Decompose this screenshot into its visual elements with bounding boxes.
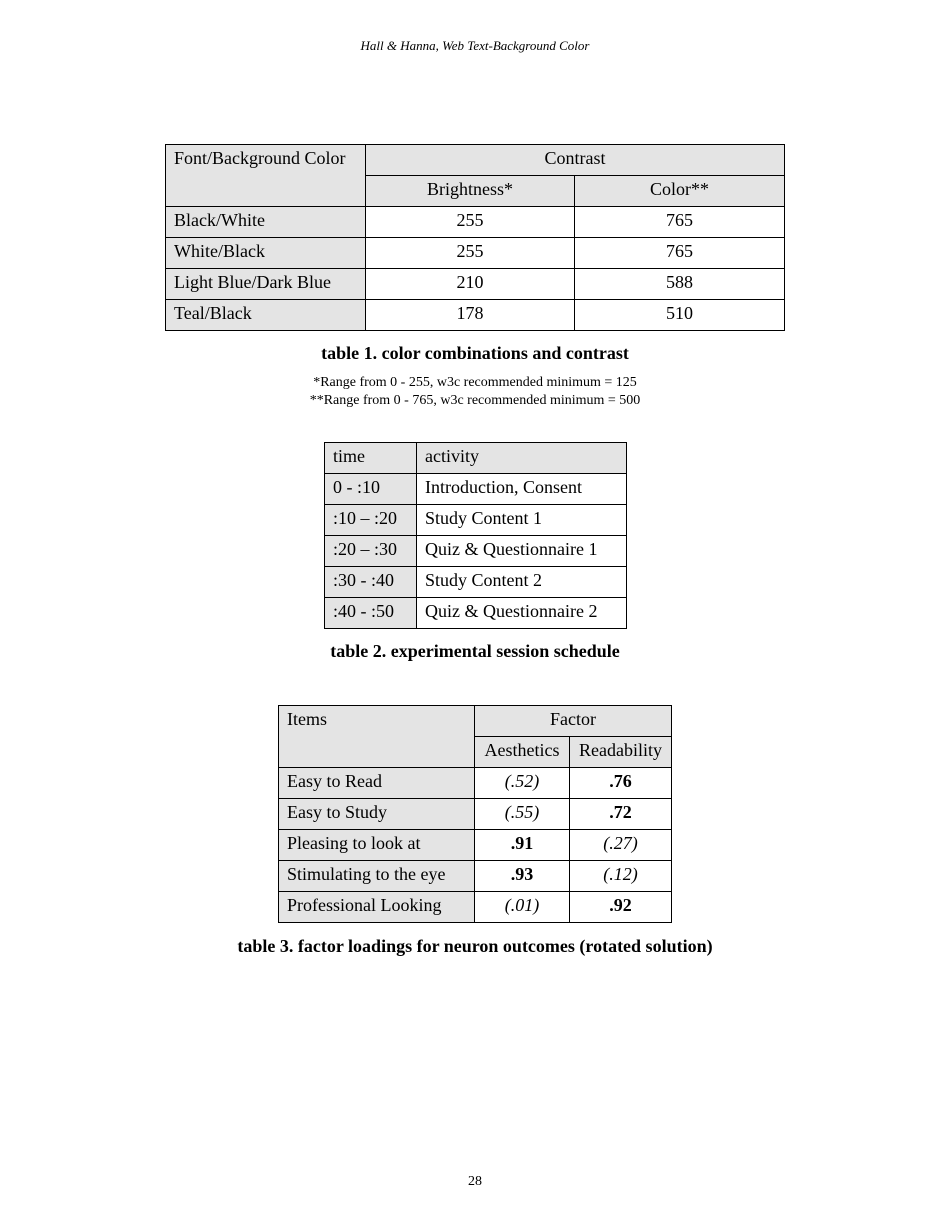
- table-row: [325, 505, 627, 536]
- table2-activity-cell: Study Content 1: [417, 505, 627, 536]
- table3-readability-cell: (.27): [570, 830, 672, 861]
- table-row: [279, 861, 672, 892]
- table3-item-cell: Easy to Read: [279, 768, 475, 799]
- table1-header-col: Font/Background Color: [166, 145, 366, 207]
- table-row: [325, 567, 627, 598]
- table-row: [279, 892, 672, 923]
- table2-header-time: time: [325, 443, 417, 474]
- table2-activity-cell: Quiz & Questionnaire 2: [417, 598, 627, 629]
- table3-group-header: Factor: [475, 706, 672, 737]
- table-row: [166, 207, 785, 238]
- table3-aesthetics-cell: .93: [475, 861, 570, 892]
- table-row: [166, 300, 785, 331]
- table1-brightness-cell: 255: [366, 207, 575, 238]
- table2-time-cell: :20 – :30: [325, 536, 417, 567]
- table3-readability-cell: .92: [570, 892, 672, 923]
- table1-subheader-color: Color**: [575, 176, 785, 207]
- table3-aesthetics-cell: (.55): [475, 799, 570, 830]
- table1-brightness-cell: 210: [366, 269, 575, 300]
- table3-subheader-aesthetics: Aesthetics: [475, 737, 570, 768]
- table1-note-color: **Range from 0 - 765, w3c recommended minimum = 500: [309, 393, 641, 408]
- table3-item-cell: Pleasing to look at: [279, 830, 475, 861]
- table3-subheader-readability: Readability: [570, 737, 672, 768]
- table-row: [279, 799, 672, 830]
- table-row: [279, 768, 672, 799]
- table2-caption: table 2. experimental session schedule: [330, 641, 620, 661]
- table1-brightness-cell: 255: [366, 238, 575, 269]
- table1-color-cell: 765: [575, 207, 785, 238]
- table2-time-cell: :10 – :20: [325, 505, 417, 536]
- table2-activity-cell: Study Content 2: [417, 567, 627, 598]
- table3-aesthetics-cell: .91: [475, 830, 570, 861]
- table-color-contrast: [165, 144, 785, 331]
- table1-color-cell: 588: [575, 269, 785, 300]
- table1-subheader-brightness: Brightness*: [366, 176, 575, 207]
- table1-row-label: Light Blue/Dark Blue: [166, 269, 366, 300]
- table-factor-loadings: [278, 705, 672, 923]
- table3-readability-cell: .72: [570, 799, 672, 830]
- table-row: [166, 269, 785, 300]
- table1-note-brightness: *Range from 0 - 255, w3c recommended minimum = 125: [313, 375, 637, 390]
- table2-time-cell: 0 - :10: [325, 474, 417, 505]
- table1-color-cell: 765: [575, 238, 785, 269]
- table2-time-cell: :40 - :50: [325, 598, 417, 629]
- table3-readability-cell: (.12): [570, 861, 672, 892]
- table-row: [325, 536, 627, 567]
- table3-aesthetics-cell: (.52): [475, 768, 570, 799]
- table1-row-label: White/Black: [166, 238, 366, 269]
- table-row: [279, 830, 672, 861]
- table2-time-cell: :30 - :40: [325, 567, 417, 598]
- table1-row-label: Teal/Black: [166, 300, 366, 331]
- table2-activity-cell: Introduction, Consent: [417, 474, 627, 505]
- table2-header-activity: activity: [417, 443, 627, 474]
- table-row: [325, 598, 627, 629]
- table2-activity-cell: Quiz & Questionnaire 1: [417, 536, 627, 567]
- table3-header-items: Items: [279, 706, 475, 768]
- table-row: [166, 238, 785, 269]
- table1-color-cell: 510: [575, 300, 785, 331]
- table3-item-cell: Easy to Study: [279, 799, 475, 830]
- running-header: Hall & Hanna, Web Text-Background Color: [360, 38, 590, 53]
- page-number: 28: [468, 1174, 482, 1189]
- table1-caption: table 1. color combinations and contrast: [321, 343, 629, 363]
- table3-caption: table 3. factor loadings for neuron outcomes (rotated solution): [237, 936, 713, 956]
- table3-aesthetics-cell: (.01): [475, 892, 570, 923]
- table1-brightness-cell: 178: [366, 300, 575, 331]
- table3-item-cell: Professional Looking: [279, 892, 475, 923]
- table1-group-header: Contrast: [366, 145, 785, 176]
- table1-row-label: Black/White: [166, 207, 366, 238]
- table-session-schedule: [324, 442, 627, 629]
- table3-readability-cell: .76: [570, 768, 672, 799]
- table3-item-cell: Stimulating to the eye: [279, 861, 475, 892]
- table-row: [325, 474, 627, 505]
